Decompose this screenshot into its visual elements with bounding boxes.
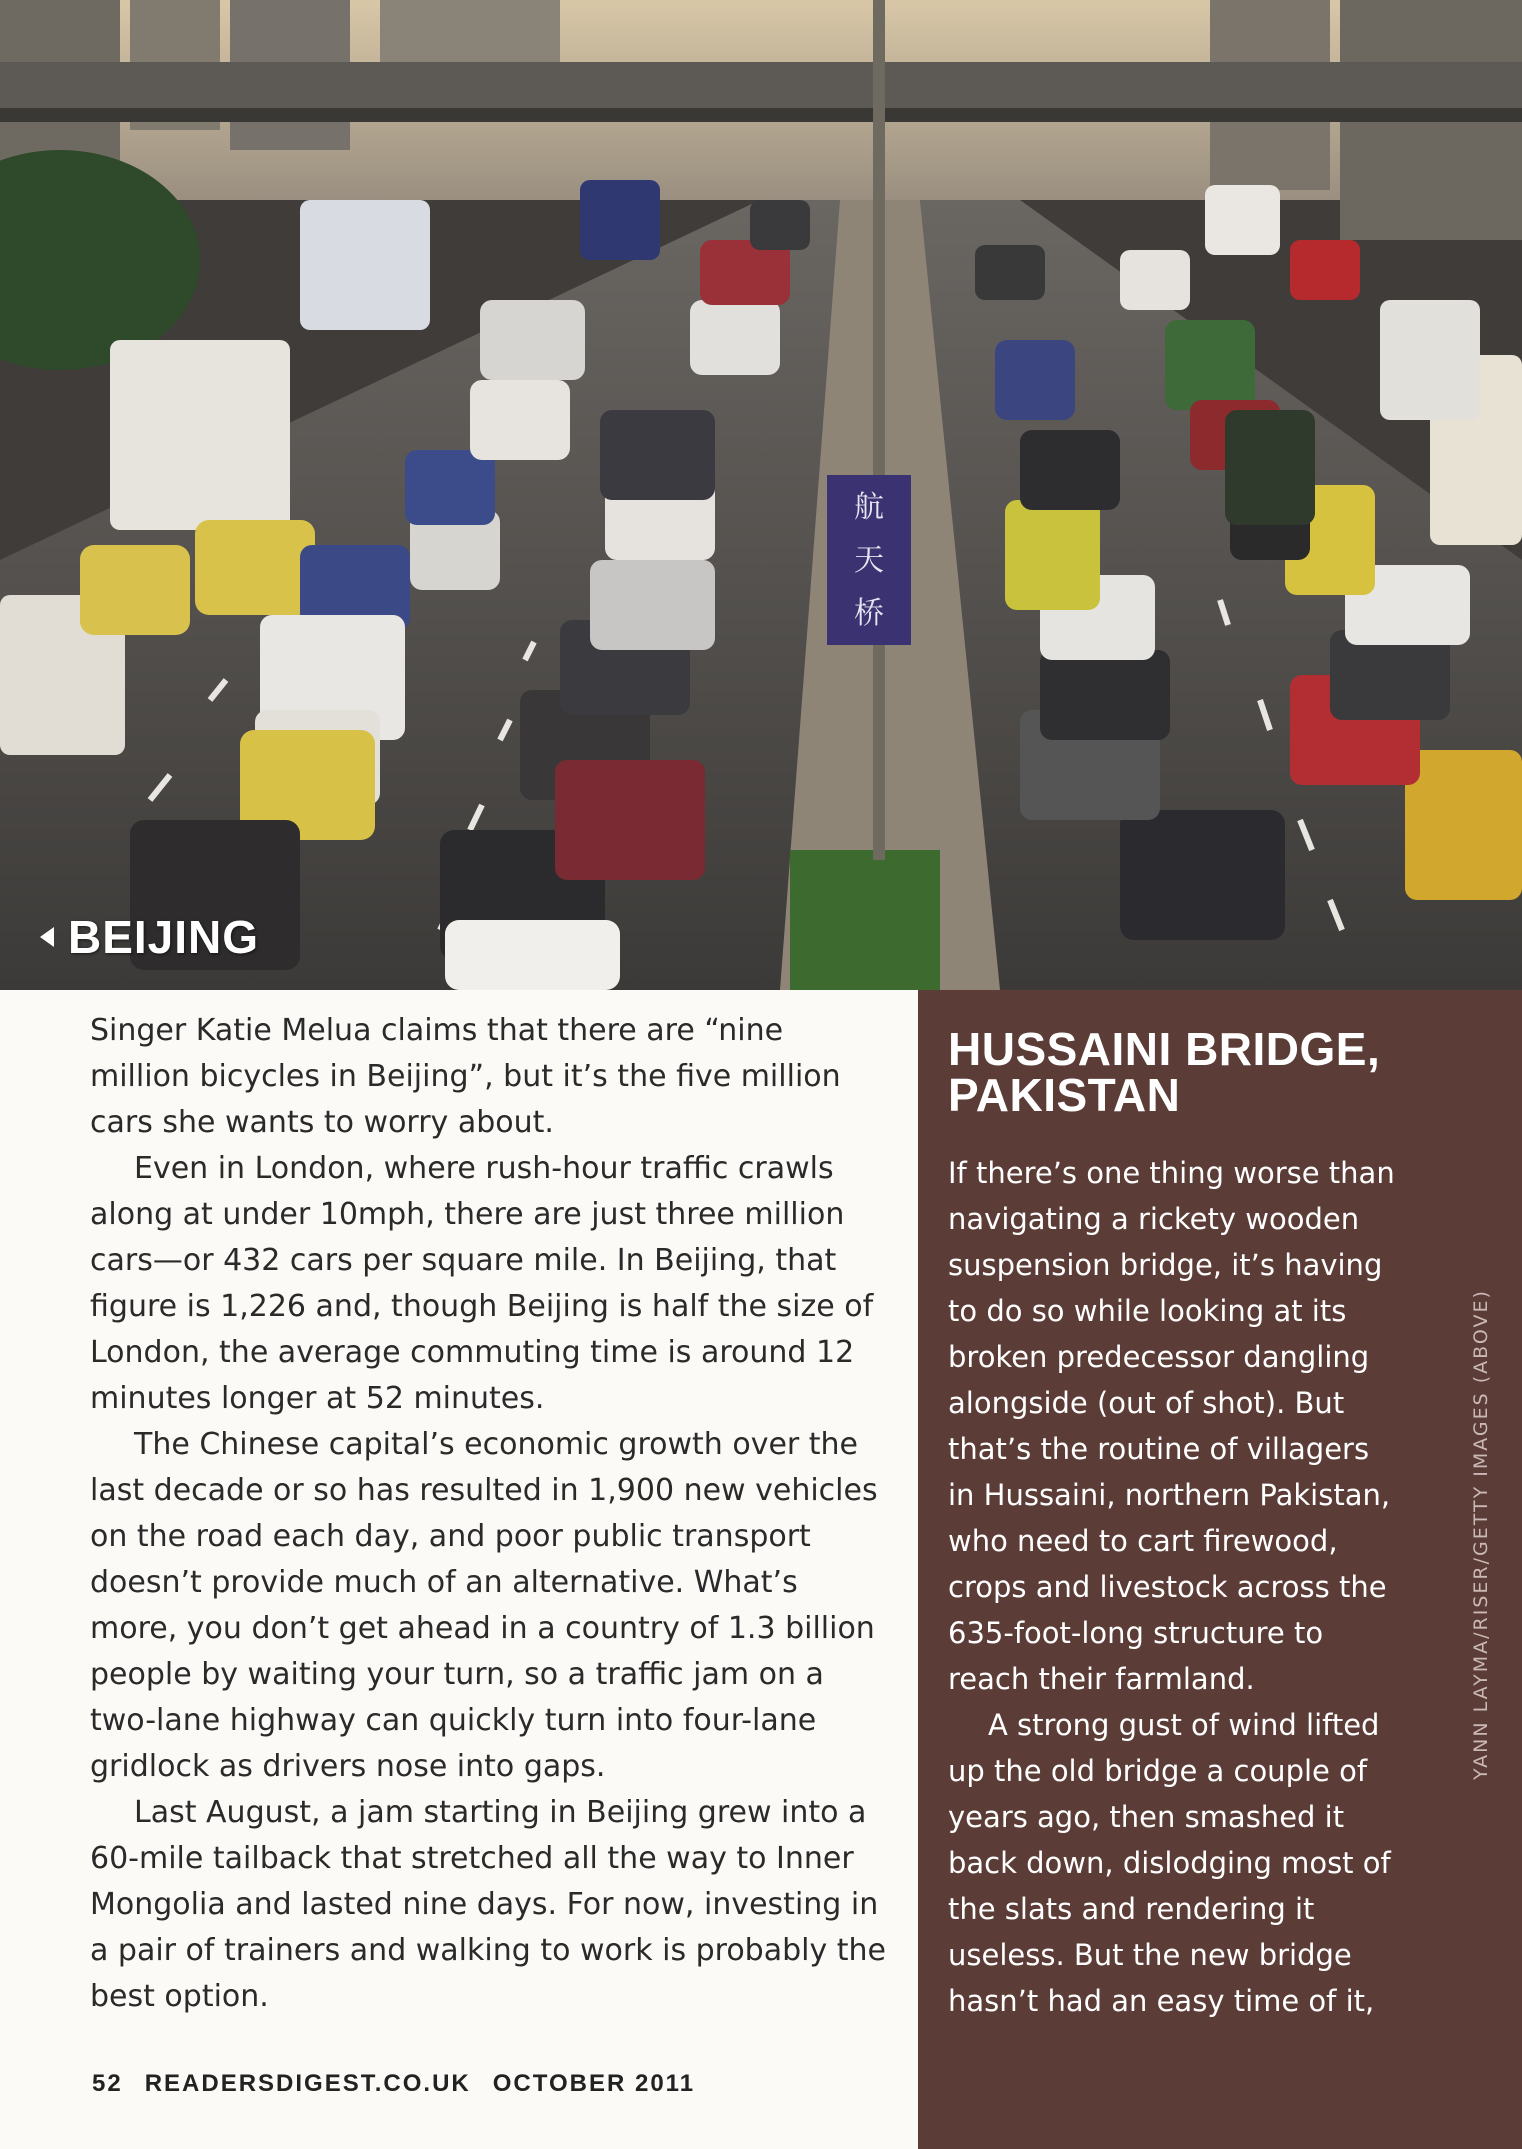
caption-arrow-icon [40,927,54,947]
beijing-traffic-photo [0,0,1522,990]
footer-issue: OCTOBER 2011 [492,2070,696,2097]
article-paragraph: Even in London, where rush-hour traffic crawls along at under 10mph, there are just three million cars—or 432 cars per square mile. In Beijing, that figure is 1,226 and, though Beijing is half the size of London, the average commuting time is around 12 minutes longer at 52 minutes. [90,1151,874,1416]
photo-caption [40,910,259,964]
sign-char-2: 天 [854,543,884,578]
sign-char-3: 桥 [854,596,884,631]
caption-label: BEIJING [68,911,260,963]
page-footer [92,2070,695,2098]
sidebar-body [948,1150,1398,2024]
sidebar-title-line: PAKISTAN [948,1069,1181,1121]
sidebar-panel [918,990,1522,2149]
photo-credit: YANN LAYMA/RISER/GETTY IMAGES (ABOVE) [1470,1289,1492,1780]
sidebar-title-line: HUSSAINI BRIDGE, [948,1023,1381,1075]
sidebar-paragraph: If there’s one thing worse than navigating a rickety wooden suspension bridge, it’s having to do so while looking at its broken predecessor dangling alongside (out of shot). But that’s the routine of villagers in Hussaini, northern Pakistan, who need to cart firewood, crops and livestock across the 635-foot-long structure to reach their farmland. [948,1156,1395,1696]
footer-site: READERSDIGEST.CO.UK [144,2070,471,2097]
sidebar-paragraph: A strong gust of wind lifted up the old bridge a couple of years ago, then smashed it back down, dislodging most of the slats and rendering it useless. But the new bridge hasn’t had an easy time of it, [948,1708,1391,2018]
article-paragraph: Last August, a jam starting in Beijing grew into a 60-mile tailback that stretched all the way to Inner Mongolia and lasted nine days. For now, investing in a pair of trainers and walking to work is probably the best option. [90,1795,887,2014]
article-paragraph: Singer Katie Melua claims that there are “nine million bicycles in Beijing”, but it’s the five million cars she wants to worry about. [90,1013,841,1140]
sidebar-title [948,1023,1468,1121]
article-body [90,1008,890,2020]
page-number: 52 [92,2070,123,2097]
article-paragraph: The Chinese capital’s economic growth over the last decade or so has resulted in 1,900 new vehicles on the road each day, and poor public transport doesn’t provide much of an alternative. What’s more, you don’t get ahead in a country of 1.3 billion people by waiting your turn, so a traffic jam on a two-lane highway can quickly turn into four-lane gridlock as drivers nose into gaps. [90,1427,878,1784]
sign-char-1: 航 [854,490,884,525]
